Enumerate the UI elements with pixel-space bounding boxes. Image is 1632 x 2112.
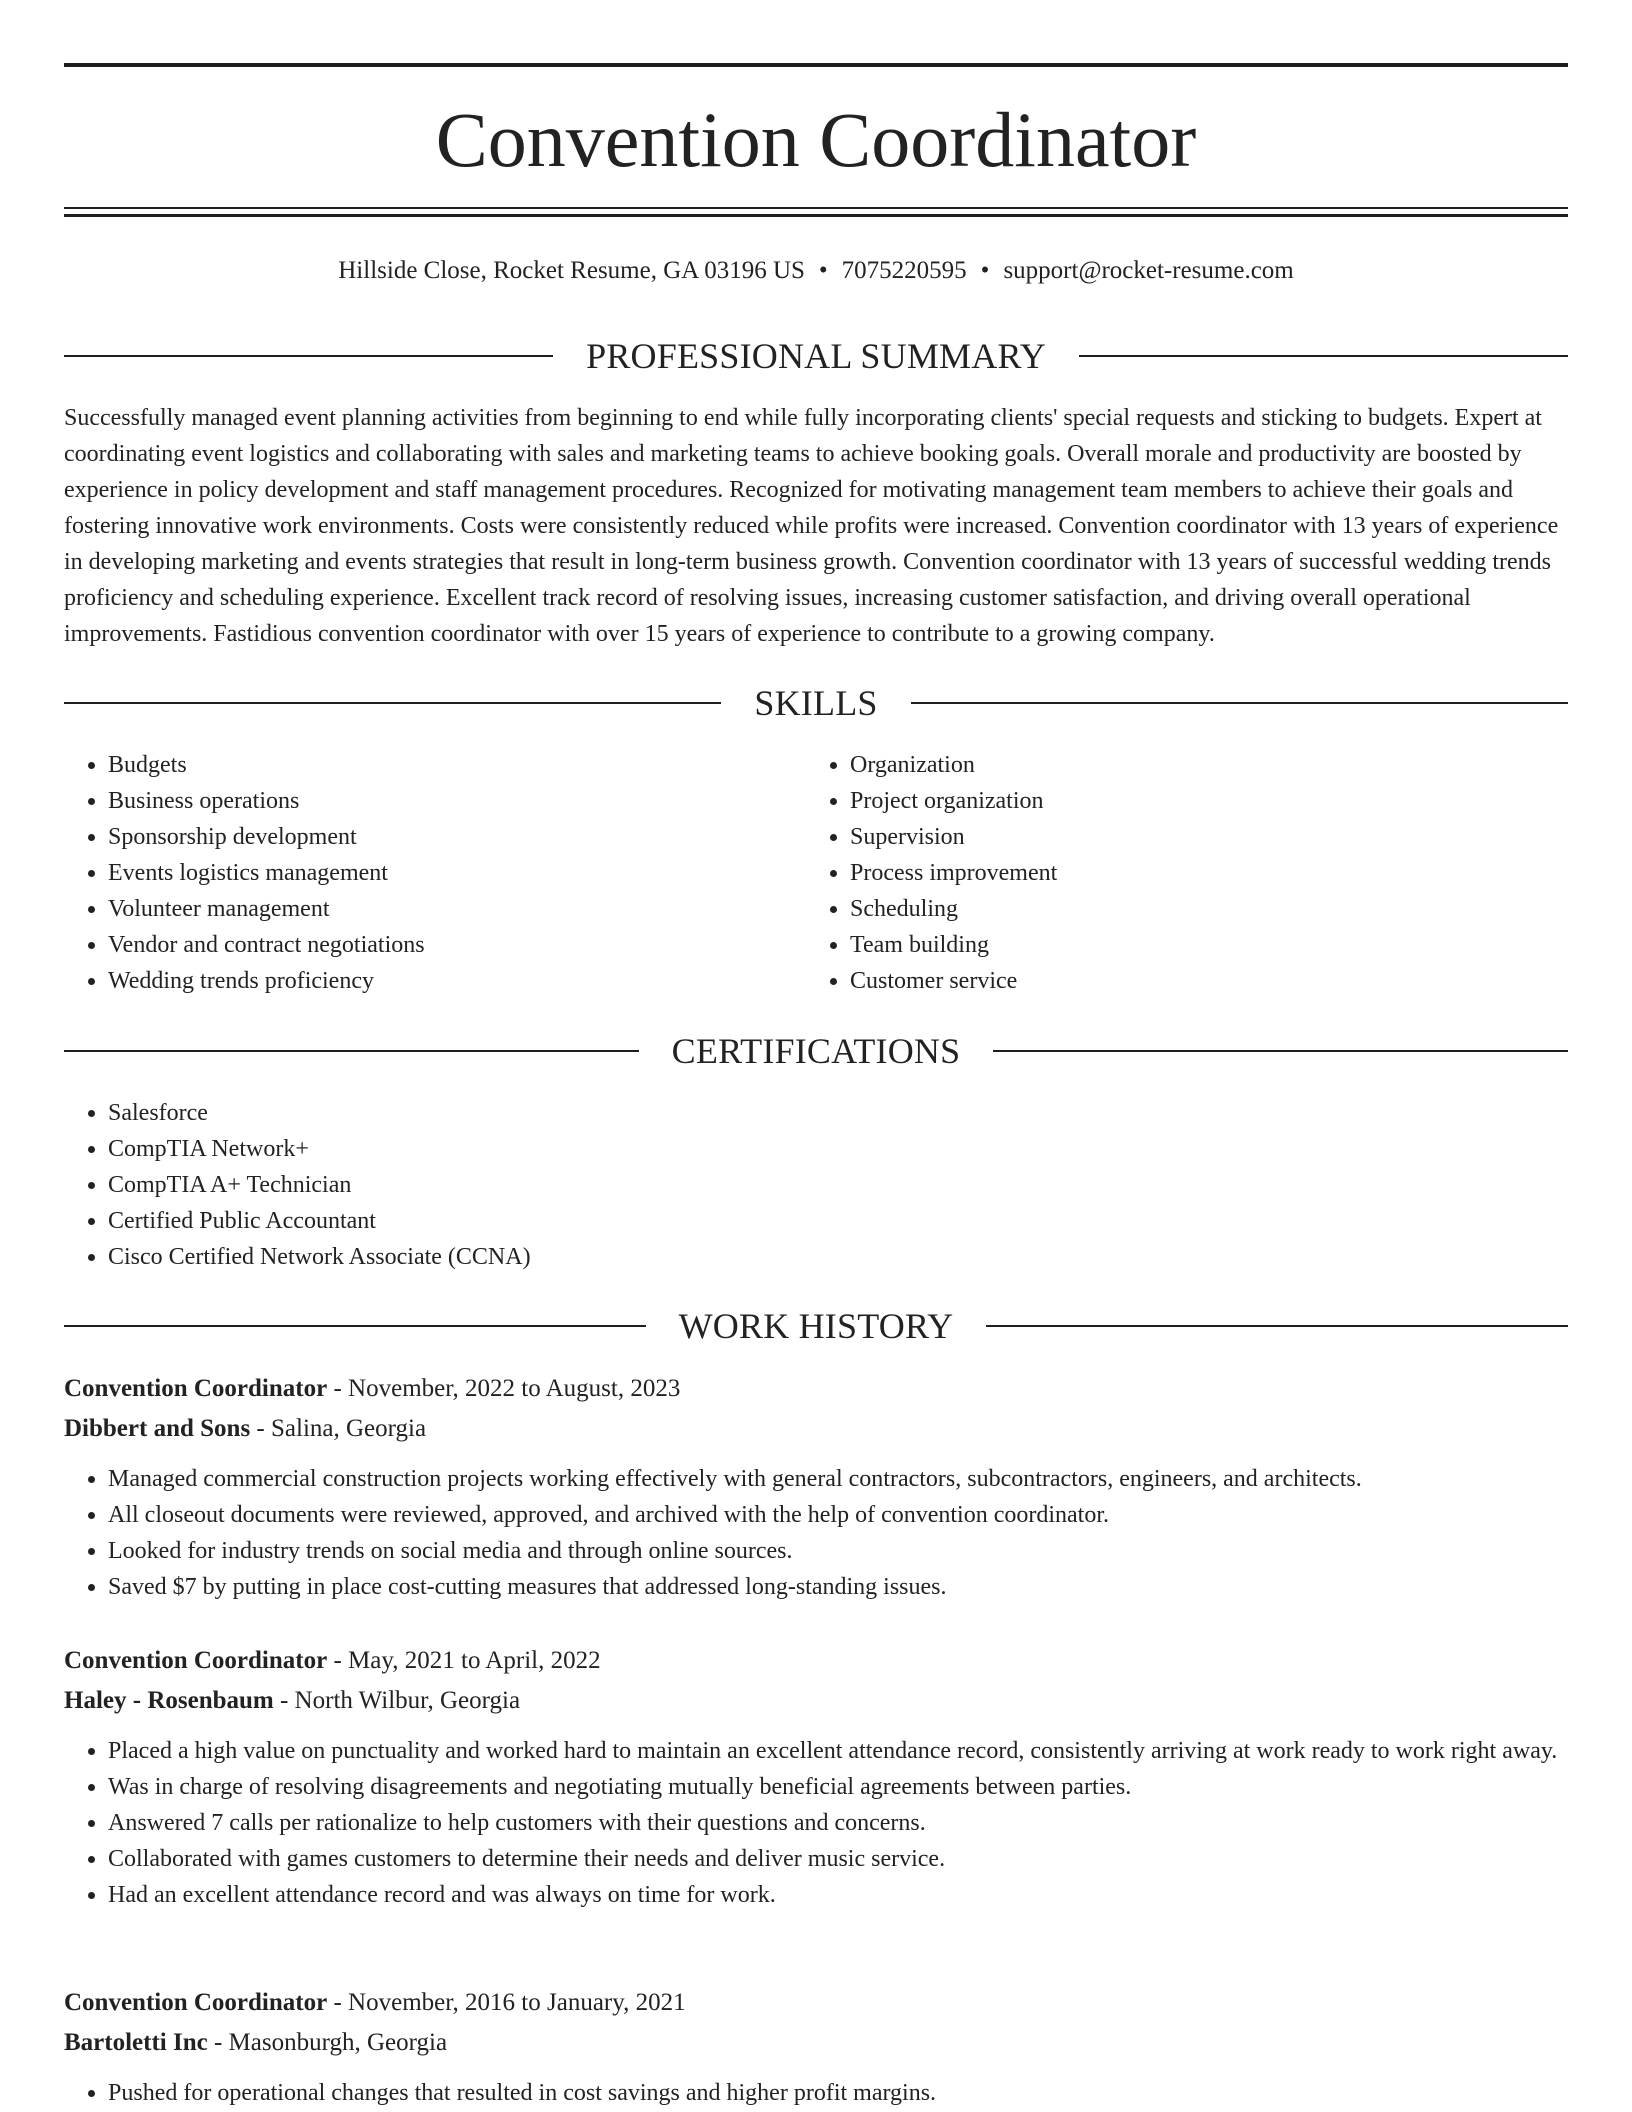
- job-company: Bartoletti Inc: [64, 2029, 208, 2056]
- job-bullets: [64, 2075, 1568, 2111]
- skill-item: • Events logistics management: [108, 855, 804, 891]
- job-bullet: • Pushed for operational changes that resulted in cost savings and higher profit margins.: [108, 2075, 1568, 2111]
- job-company-line: [64, 2023, 1568, 2063]
- job-company: Dibbert and Sons: [64, 1415, 251, 1442]
- skill-item: • Process improvement: [850, 855, 1546, 891]
- job-bullet: • Answered 7 calls per rationalize to help customers with their questions and concerns.: [108, 1805, 1568, 1841]
- job-dates: - November, 2016 to January, 2021: [327, 1989, 686, 2016]
- resume-name: Convention Coordinator: [435, 96, 1197, 183]
- skill-item: • Sponsorship development: [108, 819, 804, 855]
- contact-separator: •: [980, 257, 990, 284]
- contact-line: [64, 254, 1568, 288]
- job-dates: - November, 2022 to August, 2023: [327, 1375, 681, 1402]
- certifications-heading-title: CERTIFICATIONS: [671, 1031, 961, 1071]
- job-entry: [64, 1369, 1568, 1605]
- heading-rule-right: [986, 1325, 1568, 1327]
- job-title-line: [64, 1641, 1568, 1681]
- skill-item: • Team building: [850, 927, 1546, 963]
- job-dates: - May, 2021 to April, 2022: [327, 1647, 601, 1674]
- skills-list-left: [64, 747, 804, 999]
- certifications-list: [64, 1095, 1568, 1275]
- job-title: Convention Coordinator: [64, 1989, 328, 2016]
- certifications-heading: [64, 1029, 1568, 1073]
- job-location: - Masonburgh, Georgia: [207, 2029, 448, 2056]
- skill-item: • Scheduling: [850, 891, 1546, 927]
- summary-text: Successfully managed event planning activities from beginning to end while fully incorporating clients' special requests and sticking to budgets. Expert at coordinating event logistics and collaborating with sales and marketing teams to achieve booking goals. Overall morale and productivity are boosted by experience in policy development and staff management procedures. Recognized for motivating management team members to achieve their goals and fostering innovative work environments. Costs were consistently reduced while profits were increased. Convention coordinator with 13 years of experience in developing marketing and events strategies that result in long-term business growth. Convention coordinator with 13 years of successful wedding trends proficiency and scheduling experience. Excellent track record of resolving issues, increasing customer satisfaction, and driving overall operational improvements. Fastidious convention coordinator with over 15 years of experience to contribute to a growing company.: [64, 405, 1559, 647]
- job-bullet: • Collaborated with games customers to determine their needs and deliver music service.: [108, 1841, 1568, 1877]
- contact-email: support@rocket-resume.com: [1003, 257, 1294, 284]
- heading-rule-right: [911, 702, 1568, 704]
- heading-rule-left: [64, 355, 553, 357]
- skill-item: • Customer service: [850, 963, 1546, 999]
- job-entry: [64, 1641, 1568, 1913]
- heading-rule-left: [64, 1325, 646, 1327]
- skill-item: • Organization: [850, 747, 1546, 783]
- job-bullet: • Saved $7 by putting in place cost-cutting measures that addressed long-standing issues.: [108, 1569, 1568, 1605]
- job-company: Haley - Rosenbaum: [64, 1687, 274, 1714]
- certifications-block: [64, 1095, 1568, 1275]
- job-bullets: [64, 1461, 1568, 1605]
- skill-item: • Wedding trends proficiency: [108, 963, 804, 999]
- skill-item: • Vendor and contract negotiations: [108, 927, 804, 963]
- certification-item: • CompTIA Network+: [108, 1131, 1568, 1167]
- job-bullet: • Managed commercial construction projects working effectively with general contractors, subcontractors, engineers, and architects.: [108, 1461, 1568, 1497]
- heading-rule-right: [1079, 355, 1568, 357]
- skills-heading-title: SKILLS: [754, 683, 878, 723]
- heading-rule-left: [64, 1050, 639, 1052]
- job-company-line: [64, 1409, 1568, 1449]
- job-company-line: [64, 1681, 1568, 1721]
- job-bullet: • All closeout documents were reviewed, approved, and archived with the help of convention coordinator.: [108, 1497, 1568, 1533]
- skill-item: • Budgets: [108, 747, 804, 783]
- skill-item: • Supervision: [850, 819, 1546, 855]
- header-rule-lower: [64, 214, 1568, 217]
- heading-rule-right: [993, 1050, 1568, 1052]
- job-title: Convention Coordinator: [64, 1375, 328, 1402]
- skill-item: • Volunteer management: [108, 891, 804, 927]
- summary-heading-title: PROFESSIONAL SUMMARY: [586, 336, 1046, 376]
- work-history-heading-title: WORK HISTORY: [678, 1306, 954, 1346]
- heading-rule-left: [64, 702, 721, 704]
- job-bullets: [64, 1733, 1568, 1913]
- skills-column-right: [806, 747, 1546, 999]
- header-rule-upper: [64, 207, 1568, 209]
- job-bullet: • Had an excellent attendance record and was always on time for work.: [108, 1877, 1568, 1913]
- certification-item: • Certified Public Accountant: [108, 1203, 1568, 1239]
- header-top-rule: [64, 63, 1568, 67]
- contact-address: Hillside Close, Rocket Resume, GA 03196 US: [338, 257, 805, 284]
- skills-heading: [64, 681, 1568, 725]
- job-location: - Salina, Georgia: [250, 1415, 427, 1442]
- skill-item: • Business operations: [108, 783, 804, 819]
- job-title-line: [64, 1369, 1568, 1409]
- job-title-line: [64, 1983, 1568, 2023]
- work-history-heading: [64, 1304, 1568, 1348]
- skills-column-left: [64, 747, 804, 999]
- job-location: - North Wilbur, Georgia: [273, 1687, 521, 1714]
- skill-item: • Project organization: [850, 783, 1546, 819]
- job-bullet: • Placed a high value on punctuality and worked hard to maintain an excellent attendance record, consistently arriving at work ready to work right away.: [108, 1733, 1568, 1769]
- certification-item: • Salesforce: [108, 1095, 1568, 1131]
- job-bullet: • Looked for industry trends on social media and through online sources.: [108, 1533, 1568, 1569]
- skills-list-right: [806, 747, 1546, 999]
- contact-separator: •: [818, 257, 828, 284]
- certification-item: • Cisco Certified Network Associate (CCNA): [108, 1239, 1568, 1275]
- job-title: Convention Coordinator: [64, 1647, 328, 1674]
- job-entry: [64, 1983, 1568, 2111]
- summary-heading: [64, 334, 1568, 378]
- certification-item: • CompTIA A+ Technician: [108, 1167, 1568, 1203]
- contact-phone: 7075220595: [841, 257, 967, 284]
- job-bullet: • Was in charge of resolving disagreements and negotiating mutually beneficial agreements between parties.: [108, 1769, 1568, 1805]
